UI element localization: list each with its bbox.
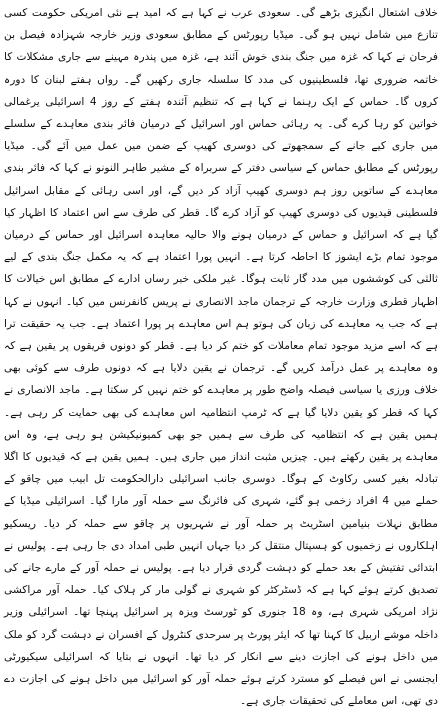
article-text xyxy=(4,2,438,713)
article-paragraph: خلاف اشتعال انگیزی بڑھے گی۔ سعودی عرب نے کہا ہے کہ امید ہے نئی امریکی حکومت کسی تنازع میں شامل نہیں ہو گی۔ میڈیا رپورٹس کے مطابق سعودی وزیر خارجہ شہزادہ فیصل بن فرحان نے کہا کہ غزہ میں جنگ بندی خوش آئند ہے، غزہ میں پندرہ مہینے سے جاری مشکلات کا خاتمہ ضروری تھا، فلسطینیوں کی مدد کا سلسلہ جاری رکھیں گے۔ رواں ہفتے لبنان کا دورہ کروں گا۔ حماس کے ایک رہنما نے کہا ہے کہ تنظیم آئندہ ہفتے کے روز 4 اسرائیلی یرغمالی خواتین کو رہا کرے گی۔ یہ رہائی حماس اور اسرائیل کے درمیان فائر بندی معاہدے کے سلسلے میں جاری کیے جانے کے سمجھوتے کی دوسری کھیپ کے ضمن میں عمل میں آئے گی۔ میڈیا رپورٹس کے مطابق حماس کے سیاسی دفتر کے سربراہ کے مشیر طاہر النونو نے کہا کہ فائر بندی معاہدے کے ساتویں روز ہم دوسری کھیپ آزاد کر دیں گے، اور اسی رہائی کے مقابل اسرائیل فلسطینی قیدیوں کی دوسری کھیپ کو آزاد کرے گا۔ قطر کی طرف سے اس اعتماد کا اظہار کیا گیا ہے کہ اسرائیل و حماس کے درمیان ہونے والا حالیہ معاہدہ اسرائیل اور حماس کے درمیان موجود تمام بڑے ایشوز کا احاطہ کرتا ہے۔ انہیں پورا اعتماد ہے کہ یہ مکمل جنگ بندی کے لیے ثالثی کی کوششوں میں مدد گار ثابت ہوگا۔ غیر ملکی خبر رساں ادارے کے مطابق اس خیالات کا اظہار قطری وزارت خارجہ کے ترجمان ماجد الانصاری نے پریس کانفرنس میں کیا۔ انہوں نے کہا ہے کہ جب یہ معاہدے کی زبان کی ہوتو ہم اس معاہدے پر پورا اعتماد ہے۔ جب یہ حقیقت ترا ہے کہ اسے مزید موجود تمام معاملات کو ختم کر دیا ہے۔ قطر کو دونوں فریقوں پر یقین ہے کہ وہ معاہدے پر عمل درآمد کریں گے۔ ترجمان نے یقین دلایا ہے کہ دونوں طرف سے کوئی بھی خلاف ورزی یا سیاسی فیصلہ واضح طور پر معاہدے کو ختم نہیں کر سکتا ہے۔ ماجد الانصاری نے کہا کہ قطر کو یقین دلایا گیا ہے کہ ٹرمپ انتظامیہ اس معاہدے کی بھی حمایت کر رہی ہے۔ ہمیں یقین ہے کہ انتظامیہ کی طرف سے ہمیں جو بھی کمیونیکیشن ہو رہی ہے، وہ اس معاہدے پر یقین رکھتے ہیں۔ چیزیں مثبت انداز میں جاری ہیں۔ ہمیں یقین ہے کہ قیدیوں کا اگلا تبادلہ بغیر کسی رکاوٹ کے ہوگا۔ دوسری جانب اسرائیلی دارالحکومت تل ابیب میں چاقو کے حملے میں 4 افراد زخمی ہو گئے، شہری کی فائرنگ سے حملہ آور مارا گیا۔ اسرائیلی میڈیا کے مطابق نہلات بنیامین اسٹریٹ پر حملہ آور نے شہریوں پر چاقو سے حملہ کر دیا۔ ریسکیو اہلکاروں نے زخمیوں کو ہسپتال منتقل کر دیا جہاں انہیں طبی امداد دی جا رہی ہے۔ پولیس نے ابتدائی تفتیش کے بعد حملے کو دہشت گردی قرار دیا ہے۔ پولیس نے حملہ آور کے مارے جانے کی تصدیق کرتے ہوئے کہا ہے کہ ڈسٹرکٹر کو شہری نے گولی مار کر ہلاک کیا۔ حملہ آور مراکشی نژاد امریکی شہری ہے، وہ 18 جنوری کو ٹورسٹ ویزہ پر اسرائیل پہنچا تھا۔ اسرائیلی وزیر داخلہ موشے اربیل کا کہنا تھا کہ ایئر پورٹ پر سرحدی کنٹرول کے افسران نے دہشت گرد کو ملک میں داخل ہونے کی اجازت دینے سے انکار کر دیا تھا۔ انہوں نے بتایا کہ اسرائیلی سیکیورٹی ایجنسی نے اس فیصلے کو مسترد کرتے ہوئے حملہ آور کو اسرائیل میں داخل ہونے کی اجازت دے دی تھی، اس معاملے کی تحقیقات جاری ہے۔ xyxy=(4,7,438,708)
